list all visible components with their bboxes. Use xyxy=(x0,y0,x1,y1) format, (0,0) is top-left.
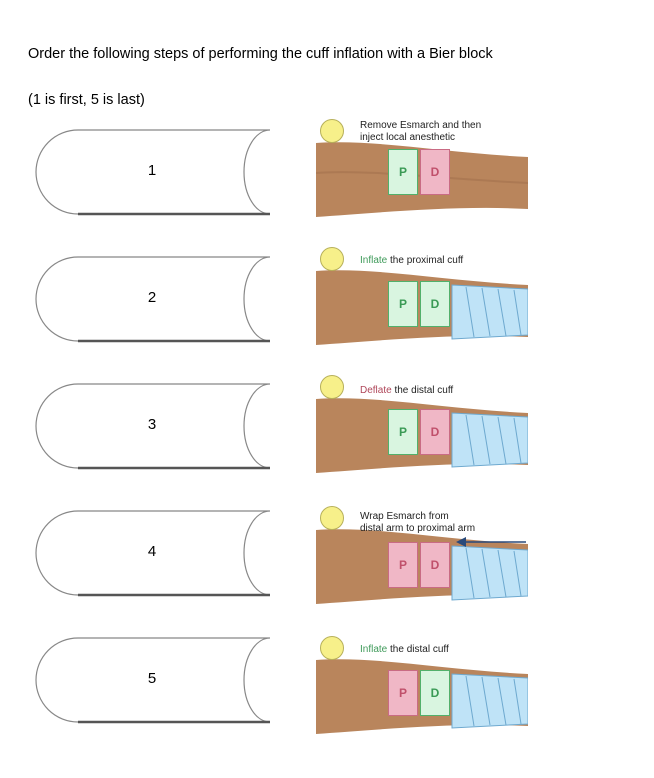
step-card-3[interactable] xyxy=(316,369,528,489)
step-card-4[interactable] xyxy=(316,500,528,620)
slot-number: 1 xyxy=(147,162,157,179)
distal-cuff: D xyxy=(420,409,450,455)
distal-cuff: D xyxy=(420,542,450,588)
select-radio[interactable] xyxy=(320,636,344,660)
step-card-2[interactable] xyxy=(316,241,528,361)
select-radio[interactable] xyxy=(320,506,344,530)
slot-number: 2 xyxy=(147,289,157,306)
proximal-cuff: P xyxy=(388,409,418,455)
select-radio[interactable] xyxy=(320,247,344,271)
step-caption: Deflate the distal cuff xyxy=(360,385,454,396)
proximal-cuff: P xyxy=(388,281,418,327)
answer-slot-1[interactable] xyxy=(18,127,308,217)
distal-cuff: D xyxy=(420,149,450,195)
slot-number: 4 xyxy=(147,543,157,560)
slot-number: 5 xyxy=(147,670,157,687)
distal-cuff: D xyxy=(420,670,450,716)
slot-shape xyxy=(18,381,308,471)
step-card-5[interactable] xyxy=(316,630,528,750)
proximal-cuff: P xyxy=(388,670,418,716)
proximal-cuff: P xyxy=(388,542,418,588)
step-card-1[interactable] xyxy=(316,113,528,233)
step-caption: Wrap Esmarch from distal arm to proximal arm xyxy=(360,511,476,534)
slot-shape xyxy=(18,254,308,344)
distal-cuff: D xyxy=(420,281,450,327)
answer-slot-4[interactable] xyxy=(18,508,308,598)
slot-shape xyxy=(18,508,308,598)
answer-slot-2[interactable] xyxy=(18,254,308,344)
instructions-subtitle: (1 is first, 5 is last) xyxy=(28,92,145,108)
select-radio[interactable] xyxy=(320,119,344,143)
answer-slot-5[interactable] xyxy=(18,635,308,725)
select-radio[interactable] xyxy=(320,375,344,399)
slot-number: 3 xyxy=(147,416,157,433)
step-caption: Inflate the proximal cuff xyxy=(360,255,464,266)
proximal-cuff: P xyxy=(388,149,418,195)
slot-shape xyxy=(18,127,308,217)
step-caption: Inflate the distal cuff xyxy=(360,644,449,655)
step-caption: Remove Esmarch and then inject local anesthetic xyxy=(360,120,482,143)
instructions-title: Order the following steps of performing the cuff inflation with a Bier block xyxy=(28,46,493,62)
answer-slot-3[interactable] xyxy=(18,381,308,471)
slot-shape xyxy=(18,635,308,725)
